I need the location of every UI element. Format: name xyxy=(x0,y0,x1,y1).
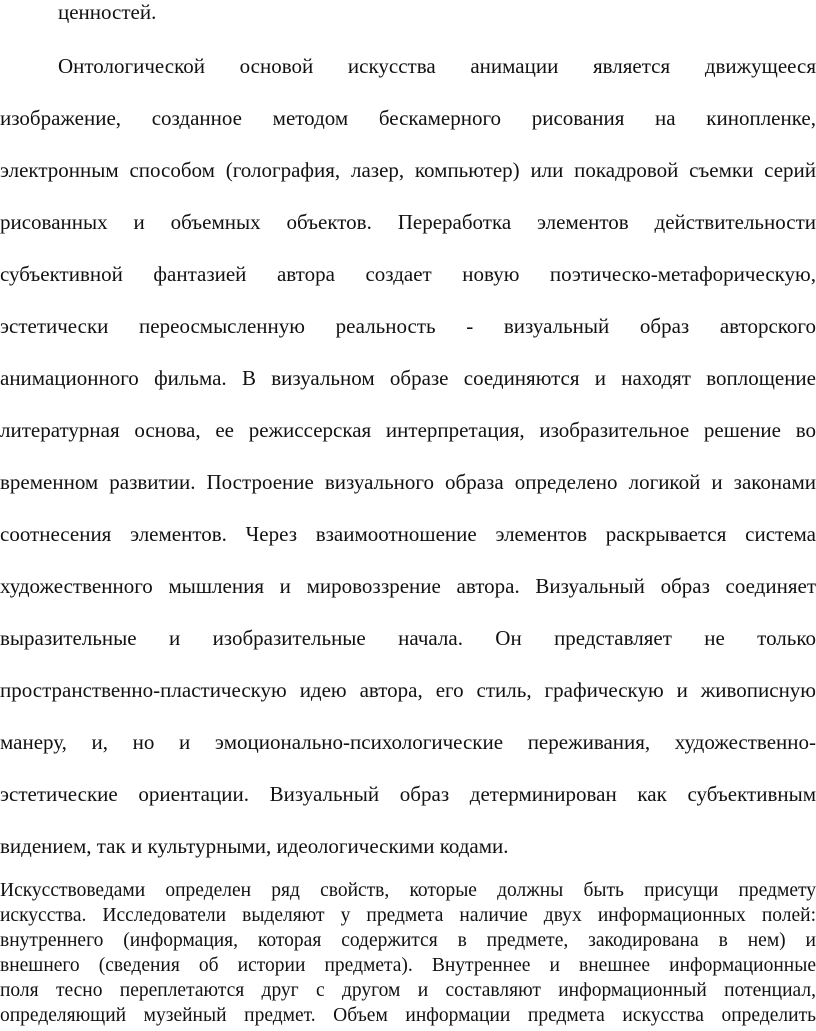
paragraph-3-line-4: внешнего (сведения об истории предмета). Внутреннее и внешнее информационные xyxy=(0,955,816,976)
paragraph-2-line-2: изображение, созданное методом бескамерного рисования на кинопленке, xyxy=(0,106,816,130)
paragraph-2-line-6: эстетически переосмысленную реальность - визуальный образ авторского xyxy=(0,314,816,338)
paragraph-2-line-10: соотнесения элементов. Через взаимоотношение элементов раскрывается система xyxy=(0,522,816,546)
paragraph-3-line-6: определяющий музейный предмет. Объем информации предмета искусства определить xyxy=(0,1005,816,1026)
paragraph-2-line-11: художественного мышления и мировоззрение автора. Визуальный образ соединяет xyxy=(0,574,816,598)
paragraph-3-line-1: Искусствоведами определен ряд свойств, которые должны быть присущи предмету xyxy=(0,880,816,901)
paragraph-2-line-8: литературная основа, ее режиссерская интерпретация, изобразительное решение во xyxy=(0,418,816,442)
paragraph-3-line-3: внутреннего (информация, которая содержится в предмете, закодирована в нем) и xyxy=(0,930,816,951)
paragraph-3-line-2: искусства. Исследователи выделяют у предмета наличие двух информационных полей: xyxy=(0,905,816,926)
paragraph-2-line-13: пространственно-пластическую идею автора, его стиль, графическую и живописную xyxy=(0,678,816,702)
paragraph-3-line-5: поля тесно переплетаются друг с другом и составляют информационный потенциал, xyxy=(0,980,816,1001)
paragraph-2-line-5: субъективной фантазией автора создает новую поэтическо-метафорическую, xyxy=(0,262,816,286)
paragraph-2-line-4: рисованных и объемных объектов. Переработка элементов действительности xyxy=(0,210,816,234)
paragraph-2-line-12: выразительные и изобразительные начала. Он представляет не только xyxy=(0,626,816,650)
paragraph-2-line-3: электронным способом (голография, лазер, компьютер) или покадровой съемки серий xyxy=(0,158,816,182)
paragraph-2-line-16: видением, так и культурными, идеологическими кодами. xyxy=(0,834,509,858)
paragraph-2-line-9: временном развитии. Построение визуального образа определено логикой и законами xyxy=(0,470,816,494)
paragraph-2-line-1: Онтологической основой искусства анимации является движущееся xyxy=(58,54,816,78)
paragraph-2-line-14: манеру, и, но и эмоционально-психологические переживания, художественно- xyxy=(0,730,816,754)
paragraph-1-line-1: ценностей. xyxy=(58,0,157,24)
paragraph-2-line-15: эстетические ориентации. Визуальный образ детерминирован как субъективным xyxy=(0,782,816,806)
paragraph-2-line-7: анимационного фильма. В визуальном образе соединяются и находят воплощение xyxy=(0,366,816,390)
